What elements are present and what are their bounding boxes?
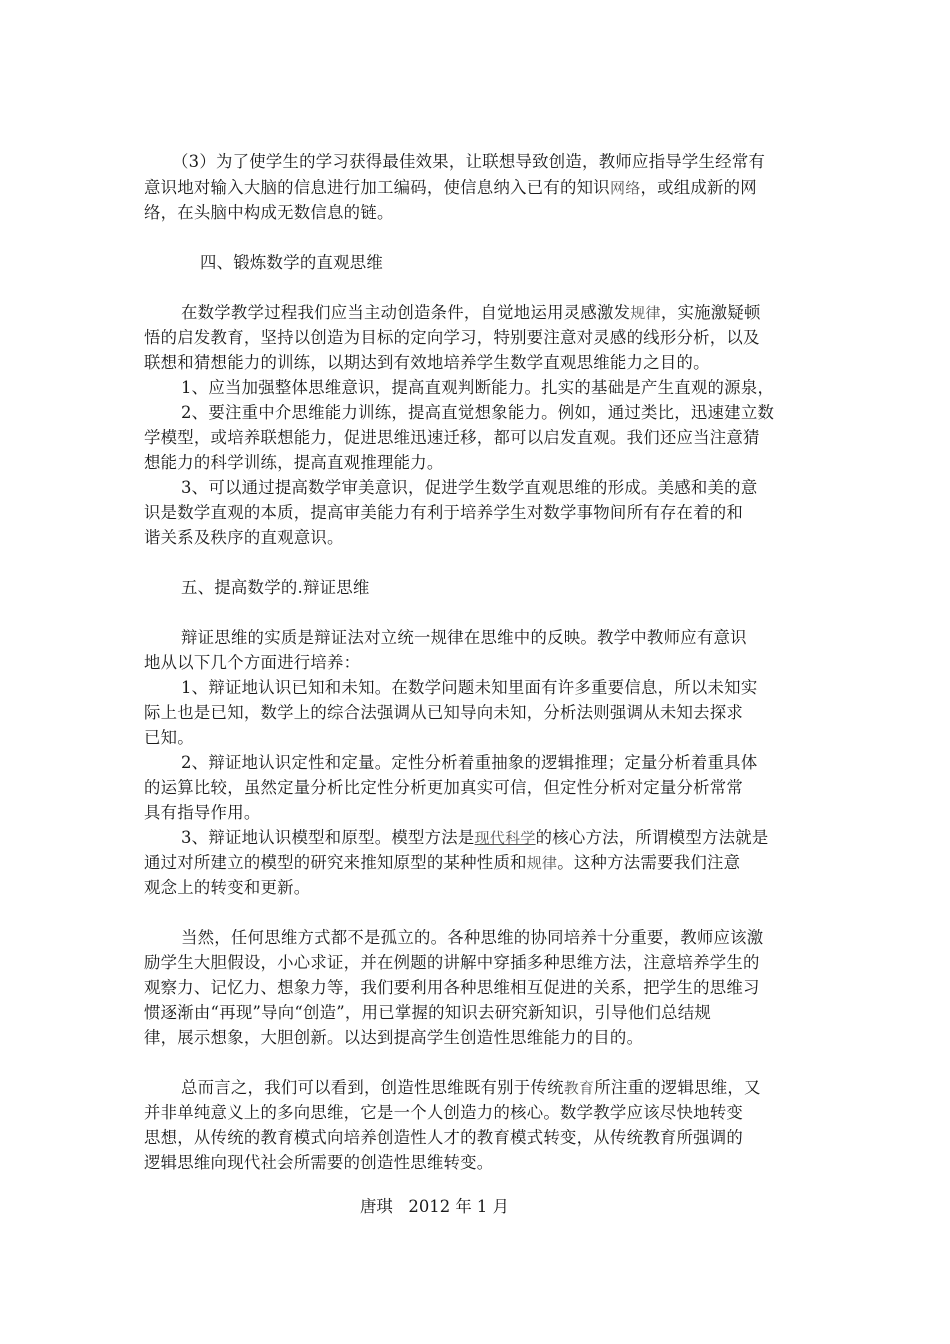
text-line — [144, 701, 809, 725]
text-span: 联想和猜想能力的训练，以期达到有效地培养学生数学直观思维能力之目的。 — [144, 353, 710, 372]
text-line — [181, 301, 846, 325]
text-span: 学模型，或培养联想能力，促进思维迅速迁移，都可以启发直观。我们还应当注意猜 — [144, 428, 760, 447]
text-span: 当然，任何思维方式都不是孤立的。各种思维的协同培养十分重要，教师应该激 — [181, 928, 764, 947]
text-span: 意识地对输入大脑的信息进行加工编码，使信息纳入已有的知识 — [144, 178, 610, 197]
section-heading-5 — [181, 576, 846, 600]
signature-text: 唐琪 2012 年 1 月 — [360, 1197, 509, 1216]
text-span: 络，在头脑中构成无数信息的链。 — [144, 203, 394, 222]
text-span: 地从以下几个方面进行培养： — [144, 653, 361, 672]
text-line — [181, 826, 846, 850]
text-line — [181, 1076, 846, 1100]
text-span: 2、要注重中介思维能力训练，提高直觉想象能力。例如，通过类比，迅速建立数 — [181, 403, 775, 422]
heading-text: 四、锻炼数学的直观思维 — [200, 253, 384, 272]
text-span: 2、辩证地认识定性和定量。定性分析着重抽象的逻辑推理；定量分析着重具体 — [181, 753, 758, 772]
text-span: 律，展示想象，大胆创新。以达到提高学生创造性思维能力的目的。 — [144, 1028, 644, 1047]
text-span: 通过对所建立的模型的研究来推知原型的某种性质和 — [144, 853, 527, 872]
text-span: 励学生大胆假设，小心求证，并在例题的讲解中穿插多种思维方法，注意培养学生的 — [144, 953, 760, 972]
text-span: 所注重的逻辑思维，又 — [594, 1078, 761, 1097]
keyword-network: 网络 — [609, 179, 641, 197]
text-line — [144, 1151, 809, 1175]
text-line — [181, 751, 846, 775]
text-span: 观察力、记忆力、想象力等，我们要利用各种思维相互促进的关系，把学生的思维习 — [144, 978, 760, 997]
text-span: 1、应当加强整体思维意识，提高直观判断能力。扎实的基础是产生直观的源泉， — [181, 378, 775, 397]
text-span: ，或组成新的网 — [640, 178, 757, 197]
text-line — [144, 776, 809, 800]
text-span: 想能力的科学训练，提高直观推理能力。 — [144, 453, 444, 472]
text-line — [144, 426, 809, 450]
text-line — [181, 626, 846, 650]
text-line — [144, 1126, 809, 1150]
text-line — [144, 951, 809, 975]
text-line — [144, 176, 809, 200]
text-line — [181, 476, 846, 500]
text-line — [144, 201, 809, 225]
heading-text: 五、提高数学的.辩证思维 — [181, 578, 370, 597]
text-line — [144, 501, 809, 525]
text-span: （3）为了使学生的学习获得最佳效果，让联想导致创造，教师应指导学生经常有 — [172, 152, 766, 171]
text-span: 在数学教学过程我们应当主动创造条件，自觉地运用灵感激发 — [181, 303, 631, 322]
text-span: 际上也是已知，数学上的综合法强调从已知导向未知，分析法则强调从未知去探求 — [144, 703, 744, 722]
text-line — [144, 526, 809, 550]
keyword-education: 教育 — [563, 1079, 595, 1097]
text-line — [181, 676, 846, 700]
text-line — [144, 326, 809, 350]
modern-science-link[interactable]: 现代科学 — [474, 829, 536, 847]
text-span: 思想，从传统的教育模式向培养创造性人才的教育模式转变，从传统教育所强调的 — [144, 1128, 744, 1147]
text-span: 辩证思维的实质是辩证法对立统一规律在思维中的反映。教学中教师应有意识 — [181, 628, 747, 647]
text-line — [144, 726, 809, 750]
keyword-rule: 规律 — [630, 304, 661, 322]
text-span: 3、可以通过提高数学审美意识，促进学生数学直观思维的形成。美感和美的意 — [181, 478, 758, 497]
text-span: 并非单纯意义上的多向思维，它是一个人创造力的核心。数学教学应该尽快地转变 — [144, 1103, 744, 1122]
text-line — [144, 851, 809, 875]
text-line — [144, 351, 809, 375]
text-line — [144, 1001, 809, 1025]
text-line — [144, 451, 809, 475]
keyword-rule: 规律 — [526, 854, 558, 872]
text-span: 具有指导作用。 — [144, 803, 261, 822]
text-span: 识是数学直观的本质，提高审美能力有利于培养学生对数学事物间所有存在着的和 — [144, 503, 744, 522]
text-line — [144, 651, 809, 675]
text-span: 的运算比较，虽然定量分析比定性分析更加真实可信，但定性分析对定量分析常常 — [144, 778, 744, 797]
text-line — [144, 976, 809, 1000]
author-signature-date — [360, 1195, 509, 1219]
text-span: 已知。 — [144, 728, 194, 747]
text-span: ，实施激疑顿 — [660, 303, 761, 322]
text-line — [181, 376, 846, 400]
text-span: 谐关系及秩序的直观意识。 — [144, 528, 344, 547]
text-span: 悟的启发教育，坚持以创造为目标的定向学习，特别要注意对灵感的线形分析，以及 — [144, 328, 760, 347]
text-line — [144, 1101, 809, 1125]
text-line — [144, 1026, 809, 1050]
text-line — [144, 801, 809, 825]
text-span: 总而言之，我们可以看到，创造性思维既有别于传统 — [181, 1078, 564, 1097]
text-span: 3、辩证地认识模型和原型。模型方法是 — [181, 828, 475, 847]
text-span: 1、辩证地认识已知和未知。在数学问题未知里面有许多重要信息，所以未知实 — [181, 678, 758, 697]
text-span: 观念上的转变和更新。 — [144, 878, 311, 897]
text-span: 逻辑思维向现代社会所需要的创造性思维转变。 — [144, 1153, 494, 1172]
text-span: 的核心方法，所谓模型方法就是 — [535, 828, 769, 847]
text-line — [144, 876, 809, 900]
text-line — [181, 926, 846, 950]
section-heading-4 — [200, 251, 865, 275]
text-span: 惯逐渐由“再现”导向“创造”，用已掌握的知识去研究新知识，引导他们总结规 — [144, 1003, 712, 1022]
text-line — [172, 150, 837, 174]
text-line — [181, 401, 846, 425]
text-span: 。这种方法需要我们注意 — [557, 853, 741, 872]
